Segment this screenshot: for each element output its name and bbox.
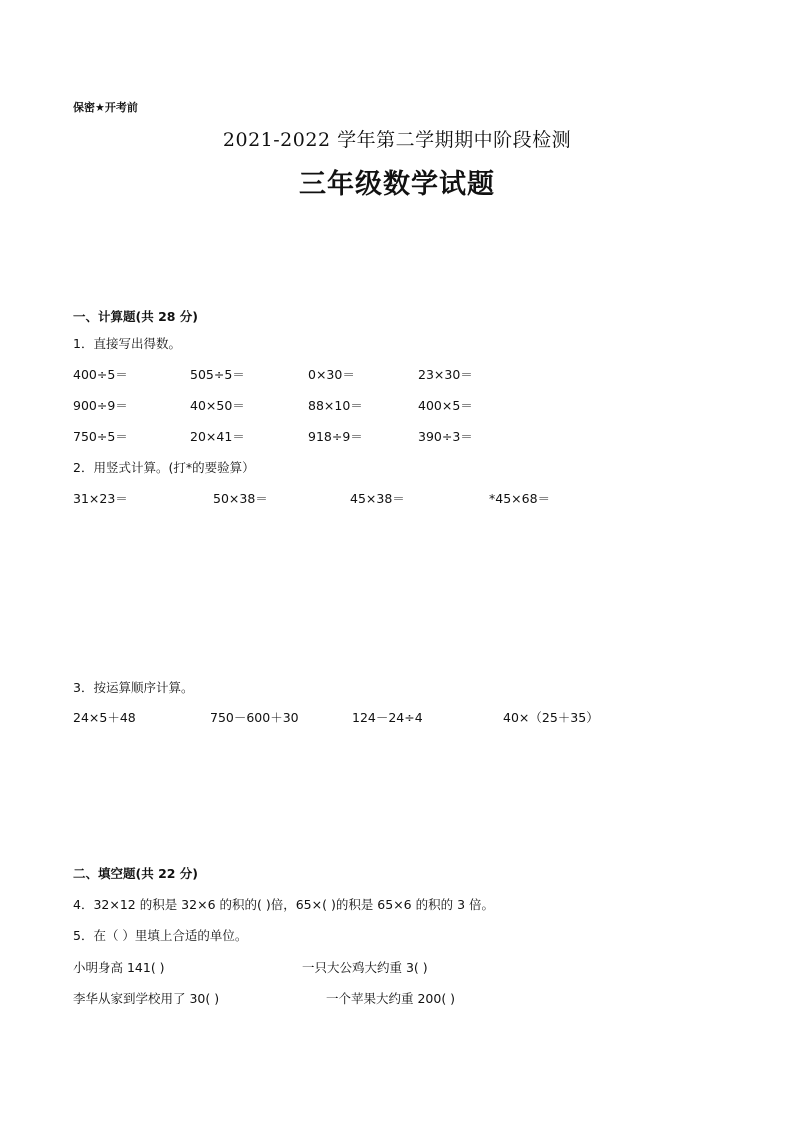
q2-item: 45×38＝ <box>350 491 405 506</box>
q3-item: 40×（25＋35） <box>503 710 599 725</box>
q3-label: 3．按运算顺序计算。 <box>73 680 194 695</box>
q4-text: 4．32×12 的积是 32×6 的积的( )倍，65×( )的积是 65×6 的积的 3 倍。 <box>73 897 495 912</box>
q3-item: 750－600＋30 <box>210 710 299 725</box>
q2-item: 31×23＝ <box>73 491 128 506</box>
q5-label: 5．在（ ）里填上合适的单位。 <box>73 928 248 943</box>
confidential-label: 保密★开考前 <box>73 101 138 114</box>
exam-subtitle: 三年级数学试题 <box>299 169 495 200</box>
q2-label: 2．用竖式计算。(打*的要验算） <box>73 460 255 475</box>
q5-row <box>73 958 753 978</box>
q5-item: 一只大公鸡大约重 3( ) <box>302 960 428 975</box>
q1-item: 400×5＝ <box>418 398 473 413</box>
q1-row <box>73 396 753 416</box>
q1-item: 918÷9＝ <box>308 429 363 444</box>
section1-heading: 一、计算题(共 28 分) <box>73 309 199 324</box>
q1-item: 23×30＝ <box>418 367 473 382</box>
q2-row <box>73 489 753 509</box>
q5-item: 一个苹果大约重 200( ) <box>326 991 456 1006</box>
q2-item: *45×68＝ <box>489 491 551 506</box>
exam-title: 2021-2022 学年第二学期期中阶段检测 <box>222 129 572 151</box>
q1-row <box>73 365 753 385</box>
q1-item: 750÷5＝ <box>73 429 128 444</box>
q1-label: 1．直接写出得数。 <box>73 336 181 351</box>
q1-item: 20×41＝ <box>190 429 245 444</box>
q3-row <box>73 708 753 728</box>
q3-item: 124－24÷4 <box>352 710 423 725</box>
q5-row <box>73 989 753 1009</box>
q1-item: 88×10＝ <box>308 398 363 413</box>
q5-item: 小明身高 141( ) <box>73 960 165 975</box>
q1-item: 400÷5＝ <box>73 367 128 382</box>
q1-item: 40×50＝ <box>190 398 245 413</box>
q1-item: 505÷5＝ <box>190 367 245 382</box>
q1-item: 0×30＝ <box>308 367 355 382</box>
q2-item: 50×38＝ <box>213 491 268 506</box>
q3-item: 24×5＋48 <box>73 710 136 725</box>
q1-row <box>73 427 753 447</box>
section2-heading: 二、填空题(共 22 分) <box>73 866 199 881</box>
q1-item: 390÷3＝ <box>418 429 473 444</box>
q1-item: 900÷9＝ <box>73 398 128 413</box>
q5-item: 李华从家到学校用了 30( ) <box>73 991 220 1006</box>
